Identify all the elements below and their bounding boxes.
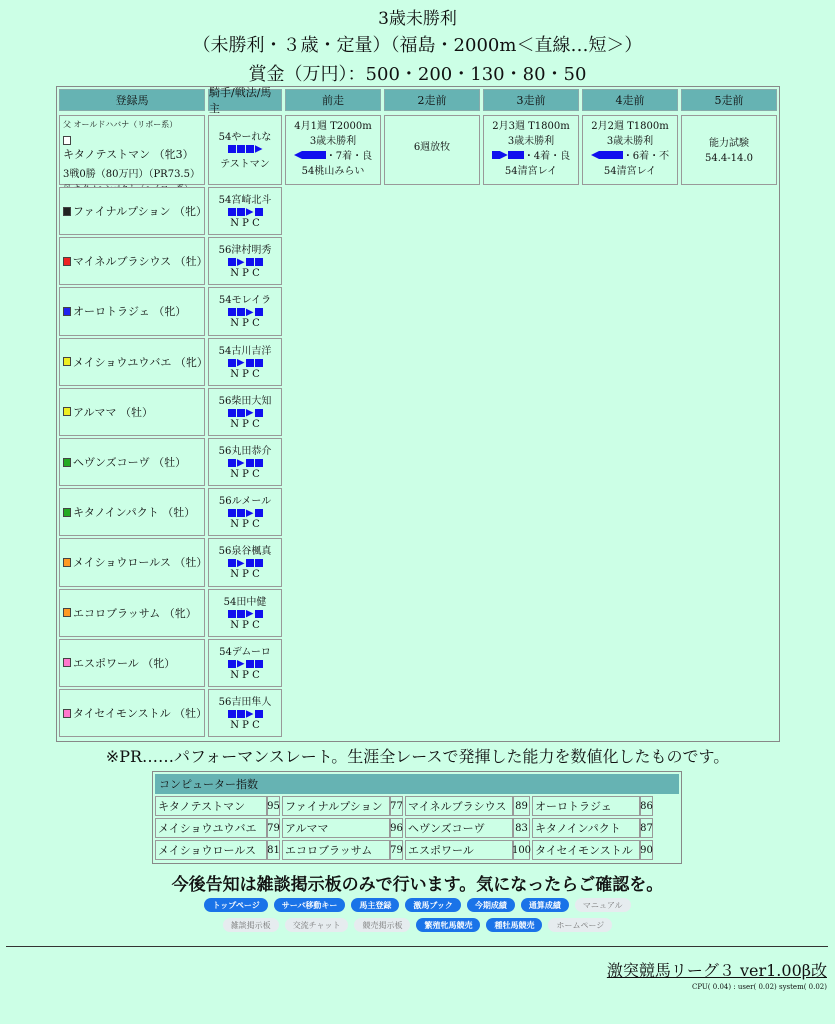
computer-index-horse: キタノインパクト [532,818,640,838]
race-date: 2月3週 T1800m [492,121,570,132]
col-header-jockey: 騎手/戦法/馬主 [208,89,282,111]
horse-name-row[interactable] [63,133,201,162]
jockey-cell [208,689,282,737]
tactic-icons [209,610,281,618]
horse-cell-1 [59,115,205,185]
tactic-icons [209,208,281,216]
tactic-icons [209,308,281,316]
nav-button[interactable]: 馬主登録 [351,898,399,912]
frame-number-badge [63,207,71,216]
nav-button[interactable]: 交流チャット [285,918,349,932]
horse-sire: 父 オールドハバナ（リボー系） [63,120,178,129]
computer-index-value: 79 [267,818,280,838]
jockey-name: 56柴田大知 [218,395,272,407]
col-header-prev1: 前走 [285,89,381,111]
race-jockey: 54桃山みらい [301,166,365,177]
horse-cell [59,237,208,285]
computer-index-value: 90 [640,840,653,860]
computer-index-horse: キタノテストマン [155,796,267,816]
computer-index-title: コンピューター指数 [155,774,679,794]
computer-index-value: 79 [390,840,403,860]
computer-index-horse: ファイナルプション [282,796,390,816]
frame-number-badge [63,658,71,667]
race-date: 4月1週 T2000m [294,121,372,132]
frame-number-badge [63,307,71,316]
jockey-name: 56ルメール [218,496,272,508]
horse-cell [59,287,205,335]
race-conditions: （未勝利・３歳・定量）（福島・2000m＜直線…短＞） [192,35,643,56]
npc-label: N P C [230,318,260,330]
computer-index-horse: メイショウロールス [155,840,267,860]
nav-button[interactable]: 種牡馬競売 [486,918,542,932]
prev-race-2 [384,115,480,185]
prev-race-5 [681,115,777,185]
horse-name[interactable]: メイショウユウバエ （牝） [72,355,208,369]
nav-row-2 [0,918,835,932]
computer-index-value: 77 [390,796,403,816]
computer-index-value: 81 [267,840,280,860]
horse-record: 3戦0勝（80万円）（PR73.5） [63,169,200,180]
computer-index-value: 96 [390,818,403,838]
jockey-cell [208,237,282,285]
frame-number-badge [63,357,71,366]
computer-index-horse: タイセイモンストル [532,840,640,860]
race-rest: 6週放牧 [413,142,451,153]
computer-index-horse: メイショウユウバエ [155,818,267,838]
jockey-cell [208,438,282,486]
jockey-name: 56吉田隼人 [218,697,272,708]
jockey-cell [208,488,282,536]
jockey-name: 56泉谷楓真 [218,546,272,558]
computer-index-value: 89 [513,796,530,816]
jockey-cell [208,287,282,335]
computer-index-value: 86 [640,796,653,816]
jockey-name: 54宮崎北斗 [218,195,272,206]
pr-note: ※PR……パフォーマンスレート。生涯全レースで発揮した能力を数値化したものです。 [105,747,730,766]
frame-number-badge [63,558,71,567]
tactic-icons [209,660,281,668]
horse-name[interactable]: マイネルブラシウス （牡） [72,255,208,269]
computer-index-horse: アルママ [282,818,390,838]
horse-name[interactable]: キタノテストマン （牝3） [63,148,194,161]
notice-text: 今後告知は雑談掲示板のみで行います。気になったらご確認を。 [171,875,664,895]
tactic-icons [209,710,281,718]
nav-row-1 [0,898,835,912]
col-header-prev2: 2走前 [384,89,480,111]
jockey-name: 56津村明秀 [218,245,272,257]
nav-button[interactable]: 今期成績 [467,898,515,912]
horse-name[interactable]: メイショウロールス （牡） [72,556,208,570]
jockey-cell [208,187,282,235]
horse-cell [59,338,208,386]
npc-label: N P C [230,368,260,380]
frame-number-badge [63,508,71,517]
horse-name[interactable]: エコロブラッサム （牝） [73,606,197,620]
jockey-name: 56丸田恭介 [218,446,272,457]
jockey-name: 54モレイラ [218,295,272,307]
tactic-icons [209,258,281,266]
npc-label: N P C [230,619,260,631]
prev-race-3[interactable] [483,115,579,185]
jockey-cell-1 [208,115,282,185]
race-jockey: 54清宮レイ [504,166,558,177]
computer-index-value: 100 [513,840,530,860]
jockey-cell [208,589,282,637]
npc-label: N P C [230,720,260,731]
nav-button[interactable]: 競売掲示板 [354,918,410,932]
jockey-cell [208,338,282,386]
nav-button[interactable]: 激馬ブック [405,898,460,912]
horse-cell [59,689,208,737]
computer-index-horse: ヘヴンズコーヴ [405,818,513,838]
computer-index-table [152,771,682,864]
col-header-horse: 登録馬 [59,89,205,111]
horse-cell [59,639,205,687]
race-result: ・7着・良 [286,149,380,164]
nav-button[interactable]: マニュアル [575,898,631,912]
tactic-icons [209,409,281,417]
jockey-cell [208,538,282,586]
computer-index-horse: エコロブラッサム [282,840,390,860]
jockey-name: 54やーれな [218,132,272,143]
horse-name[interactable]: アルママ （牡） [73,405,154,419]
race-prize: 賞金（万円）：500・200・130・80・50 [248,64,587,85]
npc-label: N P C [230,569,260,581]
frame-number-badge [63,458,71,467]
jockey-name: 54デムーロ [219,646,271,658]
tactic-icons [209,359,281,367]
nav-button[interactable]: ホームページ [548,918,612,932]
jockey-cell [208,639,282,687]
cpu-stats: CPU( 0.04) : user( 0.02) system( 0.02) [691,983,827,991]
race-date: 2月2週 T1800m [591,121,669,132]
horse-name[interactable]: ファイナルプション （牝） [72,205,207,219]
horse-name[interactable]: ヘヴンズコーヴ （牡） [73,456,187,470]
npc-label: N P C [230,418,260,430]
frame-number-1 [63,136,71,145]
tactic-icons [209,145,281,153]
footer-divider [6,946,828,947]
jockey-name: 54古川吉洋 [218,345,272,357]
npc-label: N P C [230,268,260,280]
npc-label: N P C [230,519,260,531]
version-link[interactable]: 激突競馬リーグ３ ver1.00β改 [606,961,827,980]
nav-button[interactable]: 通算成績 [521,898,569,912]
tactic-icons [209,509,281,517]
nav-button[interactable]: サーバ移動キー [274,898,346,912]
jockey-cell [208,388,282,436]
computer-index-horse: オーロトラジェ [532,796,640,816]
computer-index-horse: マイネルブラシウス [405,796,513,816]
prev-race-1[interactable] [285,115,381,185]
race-trial: 能力試験 [709,138,749,149]
race-result: ・6着・不 [583,149,677,164]
entry-table [56,86,780,742]
horse-cell [59,538,208,586]
computer-index-value: 87 [640,818,653,838]
owner-name: テストマン [220,159,270,170]
horse-name[interactable]: キタノインパクト （牡） [73,506,196,520]
nav-button[interactable]: 繁殖牝馬競売 [416,918,480,932]
race-class: 3歳未勝利 [606,136,654,147]
npc-label: N P C [230,218,260,229]
frame-number-badge [63,407,71,416]
nav-button[interactable]: 雑談掲示板 [223,918,279,932]
horse-name[interactable]: エスポワール （牝） [73,656,176,670]
horse-cell [59,589,205,637]
computer-index-horse: エスポワール [405,840,513,860]
frame-number-badge [63,608,71,617]
horse-cell [59,488,205,536]
computer-index-value: 95 [267,796,280,816]
race-result: ・4着・良 [484,149,578,164]
tactic-icons [209,459,281,467]
horse-cell [59,187,205,235]
npc-label: N P C [230,669,260,681]
race-trial-time: 54.4-14.0 [705,153,753,164]
col-header-prev4: 4走前 [582,89,678,111]
horse-name[interactable]: オーロトラジェ （牝） [73,305,187,319]
jockey-name: 54田中健 [223,596,267,608]
race-jockey: 54清宮レイ [603,166,657,177]
horse-cell [59,438,205,486]
race-class: 3歳未勝利 [309,136,357,147]
col-header-prev5: 5走前 [681,89,777,111]
npc-label: N P C [230,469,260,480]
race-class: 3歳未勝利 [507,136,555,147]
frame-number-badge [63,257,71,266]
horse-name[interactable]: タイセイモンストル （牡） [72,707,208,721]
race-title: 3歳未勝利 [378,9,457,29]
computer-index-value: 83 [513,818,530,838]
frame-number-badge [63,709,71,718]
nav-button[interactable]: トップページ [204,898,267,912]
col-header-prev3: 3走前 [483,89,579,111]
horse-cell [59,388,205,436]
prev-race-4[interactable] [582,115,678,185]
tactic-icons [209,559,281,567]
